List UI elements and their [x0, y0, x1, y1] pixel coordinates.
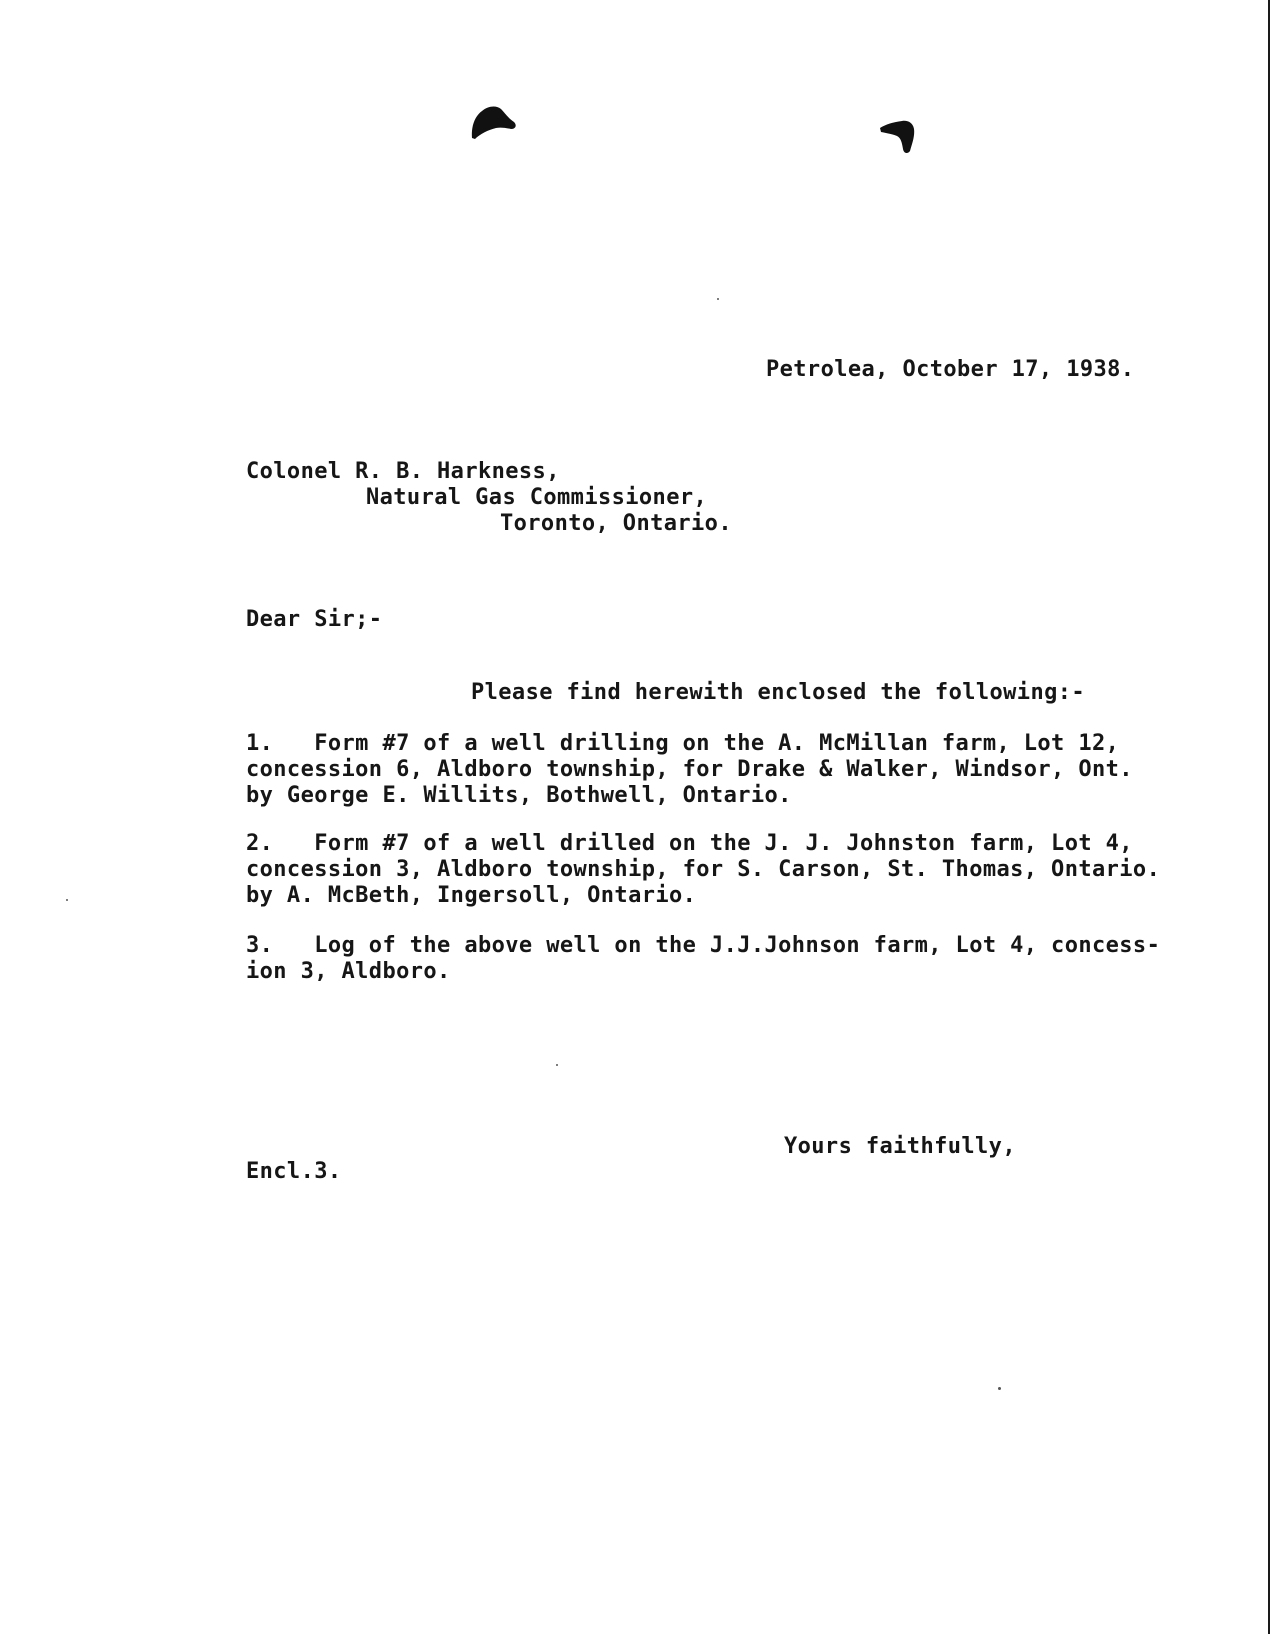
- list-item-line: concession 3, Aldboro township, for S. Carson, St. Thomas, Ontario.: [246, 857, 1161, 882]
- list-item-line: concession 6, Aldboro township, for Drake & Walker, Windsor, Ont.: [246, 757, 1133, 782]
- list-item-line: ion 3, Aldboro.: [246, 959, 451, 984]
- list-item-line: 3. Log of the above well on the J.J.Johnson farm, Lot 4, concess-: [246, 933, 1161, 958]
- salutation: Dear Sir;-: [246, 607, 383, 632]
- scan-speck: [717, 298, 719, 300]
- list-item-line: 1. Form #7 of a well drilling on the A. McMillan farm, Lot 12,: [246, 731, 1120, 756]
- ink-blot-left: [470, 104, 518, 140]
- scan-speck: [556, 1064, 558, 1066]
- recipient-city: Toronto, Ontario.: [500, 511, 732, 536]
- list-item-line: by George E. Willits, Bothwell, Ontario.: [246, 783, 792, 808]
- scan-speck: [66, 899, 68, 901]
- ink-blot-right: [880, 118, 916, 154]
- recipient-title: Natural Gas Commissioner,: [366, 485, 708, 510]
- list-item-line: 2. Form #7 of a well drilled on the J. J. Johnston farm, Lot 4,: [246, 831, 1133, 856]
- recipient-name: Colonel R. B. Harkness,: [246, 459, 560, 484]
- closing: Yours faithfully,: [784, 1134, 1016, 1159]
- scan-speck: [998, 1387, 1001, 1390]
- enclosure-note: Encl.3.: [246, 1159, 342, 1184]
- intro-line: Please find herewith enclosed the following:-: [471, 680, 1086, 705]
- date-line: Petrolea, October 17, 1938.: [766, 357, 1135, 382]
- list-item-line: by A. McBeth, Ingersoll, Ontario.: [246, 883, 697, 908]
